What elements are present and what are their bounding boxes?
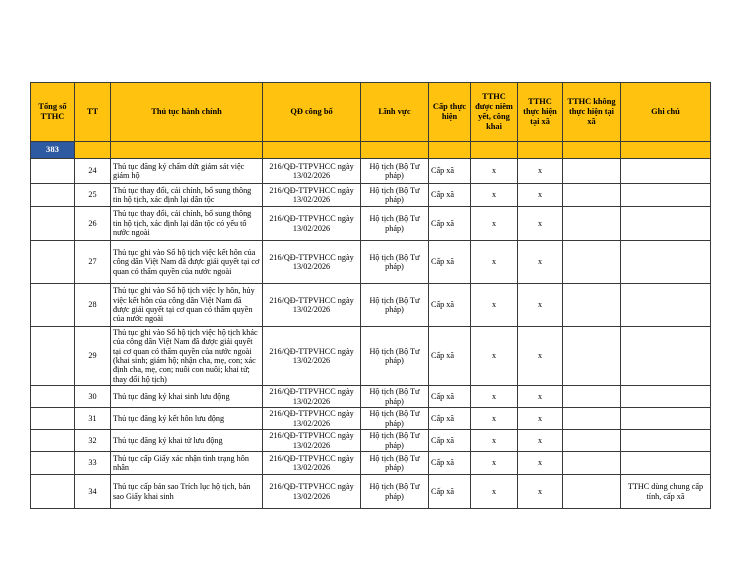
header-posted-public: TTHC được niêm yết, công khai bbox=[471, 83, 518, 142]
cell-order-number: 26 bbox=[75, 207, 111, 241]
cell-total-tthc bbox=[31, 159, 75, 184]
total-row-filler-notdone bbox=[563, 142, 621, 159]
total-row-filler-tt bbox=[75, 142, 111, 159]
cell-order-number: 28 bbox=[75, 284, 111, 327]
cell-field: Hộ tịch (Bộ Tư pháp) bbox=[361, 386, 429, 408]
table-row bbox=[31, 327, 711, 386]
header-procedure: Thủ tục hành chính bbox=[111, 83, 263, 142]
cell-decision: 216/QĐ-TTPVHCC ngày 13/02/2026 bbox=[263, 159, 361, 184]
header-done-at-commune: TTHC thực hiện tại xã bbox=[518, 83, 563, 142]
cell-order-number: 29 bbox=[75, 327, 111, 386]
cell-posted-public-mark: x bbox=[471, 284, 518, 327]
cell-field: Hộ tịch (Bộ Tư pháp) bbox=[361, 159, 429, 184]
cell-procedure-name: Thủ tục ghi vào Sổ hộ tịch việc hộ tịch khác của công dân Việt Nam đã được giải quyết tại cơ quan có thẩm quyền của nước ngoài (khai sinh; giám hộ; nhận cha, mẹ, con; xác định cha, mẹ, con; nuôi con nuôi; khai tử; thay đổi hộ tịch) bbox=[111, 327, 263, 386]
cell-procedure-name: Thủ tục đăng ký kết hôn lưu động bbox=[111, 408, 263, 430]
cell-not-done-mark bbox=[563, 430, 621, 452]
cell-total-tthc bbox=[31, 452, 75, 475]
cell-execution-level: Cấp xã bbox=[429, 386, 471, 408]
cell-procedure-name: Thủ tục ghi vào Sổ hộ tịch việc ly hôn, hủy việc kết hôn của công dân Việt Nam đã được giải quyết tại cơ quan có thẩm quyền của nước ngoài bbox=[111, 284, 263, 327]
cell-order-number: 27 bbox=[75, 241, 111, 284]
cell-note bbox=[621, 408, 711, 430]
header-total-tthc: Tổng số TTHC bbox=[31, 83, 75, 142]
cell-total-tthc bbox=[31, 475, 75, 509]
cell-decision: 216/QĐ-TTPVHCC ngày 13/02/2026 bbox=[263, 184, 361, 207]
table-row bbox=[31, 284, 711, 327]
cell-decision: 216/QĐ-TTPVHCC ngày 13/02/2026 bbox=[263, 241, 361, 284]
table-row bbox=[31, 430, 711, 452]
table-row bbox=[31, 475, 711, 509]
cell-note bbox=[621, 184, 711, 207]
total-row-filler-field bbox=[361, 142, 429, 159]
cell-not-done-mark bbox=[563, 386, 621, 408]
total-row-filler-note bbox=[621, 142, 711, 159]
cell-procedure-name: Thủ tục cấp Giấy xác nhận tình trạng hôn nhân bbox=[111, 452, 263, 475]
cell-total-tthc bbox=[31, 207, 75, 241]
table-row bbox=[31, 452, 711, 475]
cell-procedure-name: Thủ tục thay đổi, cải chính, bổ sung thông tin hộ tịch, xác định lại dân tộc bbox=[111, 184, 263, 207]
cell-done-at-commune-mark: x bbox=[518, 386, 563, 408]
cell-procedure-name: Thủ tục đăng ký khai sinh lưu động bbox=[111, 386, 263, 408]
cell-decision: 216/QĐ-TTPVHCC ngày 13/02/2026 bbox=[263, 284, 361, 327]
cell-total-tthc bbox=[31, 184, 75, 207]
cell-not-done-mark bbox=[563, 475, 621, 509]
cell-decision: 216/QĐ-TTPVHCC ngày 13/02/2026 bbox=[263, 475, 361, 509]
table-row bbox=[31, 408, 711, 430]
table-body bbox=[31, 159, 711, 509]
cell-done-at-commune-mark: x bbox=[518, 475, 563, 509]
cell-done-at-commune-mark: x bbox=[518, 452, 563, 475]
table-row bbox=[31, 207, 711, 241]
table-row bbox=[31, 386, 711, 408]
cell-execution-level: Cấp xã bbox=[429, 475, 471, 509]
cell-execution-level: Cấp xã bbox=[429, 452, 471, 475]
total-summary-row bbox=[31, 142, 711, 159]
cell-execution-level: Cấp xã bbox=[429, 430, 471, 452]
cell-procedure-name: Thủ tục thay đổi, cải chính, bổ sung thông tin hộ tịch, xác định lại dân tộc có yếu tố nước ngoài bbox=[111, 207, 263, 241]
cell-field: Hộ tịch (Bộ Tư pháp) bbox=[361, 284, 429, 327]
cell-decision: 216/QĐ-TTPVHCC ngày 13/02/2026 bbox=[263, 408, 361, 430]
cell-order-number: 25 bbox=[75, 184, 111, 207]
header-decision: QĐ công bố bbox=[263, 83, 361, 142]
cell-field: Hộ tịch (Bộ Tư pháp) bbox=[361, 430, 429, 452]
cell-posted-public-mark: x bbox=[471, 430, 518, 452]
header-field: Lĩnh vực bbox=[361, 83, 429, 142]
cell-done-at-commune-mark: x bbox=[518, 430, 563, 452]
cell-posted-public-mark: x bbox=[471, 452, 518, 475]
cell-field: Hộ tịch (Bộ Tư pháp) bbox=[361, 241, 429, 284]
header-level: Cấp thực hiện bbox=[429, 83, 471, 142]
cell-decision: 216/QĐ-TTPVHCC ngày 13/02/2026 bbox=[263, 386, 361, 408]
cell-not-done-mark bbox=[563, 284, 621, 327]
cell-order-number: 34 bbox=[75, 475, 111, 509]
cell-done-at-commune-mark: x bbox=[518, 207, 563, 241]
cell-total-tthc bbox=[31, 408, 75, 430]
cell-not-done-mark bbox=[563, 452, 621, 475]
cell-note bbox=[621, 430, 711, 452]
cell-done-at-commune-mark: x bbox=[518, 284, 563, 327]
cell-posted-public-mark: x bbox=[471, 207, 518, 241]
header-tt: TT bbox=[75, 83, 111, 142]
table-row bbox=[31, 241, 711, 284]
cell-posted-public-mark: x bbox=[471, 184, 518, 207]
total-row-filler-done bbox=[518, 142, 563, 159]
cell-field: Hộ tịch (Bộ Tư pháp) bbox=[361, 475, 429, 509]
cell-done-at-commune-mark: x bbox=[518, 184, 563, 207]
cell-order-number: 30 bbox=[75, 386, 111, 408]
table-row bbox=[31, 159, 711, 184]
cell-note: TTHC dùng chung cấp tỉnh, cấp xã bbox=[621, 475, 711, 509]
cell-order-number: 32 bbox=[75, 430, 111, 452]
cell-execution-level: Cấp xã bbox=[429, 159, 471, 184]
cell-field: Hộ tịch (Bộ Tư pháp) bbox=[361, 452, 429, 475]
cell-total-tthc bbox=[31, 284, 75, 327]
cell-posted-public-mark: x bbox=[471, 327, 518, 386]
cell-total-tthc bbox=[31, 241, 75, 284]
cell-field: Hộ tịch (Bộ Tư pháp) bbox=[361, 408, 429, 430]
table-header bbox=[31, 83, 711, 159]
cell-field: Hộ tịch (Bộ Tư pháp) bbox=[361, 327, 429, 386]
cell-order-number: 24 bbox=[75, 159, 111, 184]
cell-posted-public-mark: x bbox=[471, 241, 518, 284]
cell-note bbox=[621, 241, 711, 284]
cell-posted-public-mark: x bbox=[471, 475, 518, 509]
header-not-done-at-commune: TTHC không thực hiện tại xã bbox=[563, 83, 621, 142]
cell-execution-level: Cấp xã bbox=[429, 241, 471, 284]
cell-execution-level: Cấp xã bbox=[429, 207, 471, 241]
total-row-filler-posted bbox=[471, 142, 518, 159]
administrative-procedures-table bbox=[30, 82, 711, 509]
cell-decision: 216/QĐ-TTPVHCC ngày 13/02/2026 bbox=[263, 207, 361, 241]
cell-note bbox=[621, 207, 711, 241]
cell-note bbox=[621, 386, 711, 408]
tthc-table-container bbox=[30, 82, 710, 509]
cell-decision: 216/QĐ-TTPVHCC ngày 13/02/2026 bbox=[263, 430, 361, 452]
total-tthc-value: 383 bbox=[31, 142, 75, 159]
cell-posted-public-mark: x bbox=[471, 408, 518, 430]
cell-procedure-name: Thủ tục cấp bản sao Trích lục hộ tịch, bản sao Giấy khai sinh bbox=[111, 475, 263, 509]
cell-note bbox=[621, 327, 711, 386]
cell-not-done-mark bbox=[563, 207, 621, 241]
cell-note bbox=[621, 159, 711, 184]
total-row-filler-decision bbox=[263, 142, 361, 159]
cell-execution-level: Cấp xã bbox=[429, 327, 471, 386]
cell-note bbox=[621, 284, 711, 327]
cell-execution-level: Cấp xã bbox=[429, 184, 471, 207]
cell-decision: 216/QĐ-TTPVHCC ngày 13/02/2026 bbox=[263, 327, 361, 386]
table-row bbox=[31, 184, 711, 207]
cell-order-number: 31 bbox=[75, 408, 111, 430]
cell-field: Hộ tịch (Bộ Tư pháp) bbox=[361, 184, 429, 207]
cell-not-done-mark bbox=[563, 408, 621, 430]
cell-total-tthc bbox=[31, 430, 75, 452]
cell-posted-public-mark: x bbox=[471, 386, 518, 408]
header-note: Ghi chú bbox=[621, 83, 711, 142]
cell-not-done-mark bbox=[563, 184, 621, 207]
cell-done-at-commune-mark: x bbox=[518, 159, 563, 184]
cell-not-done-mark bbox=[563, 327, 621, 386]
cell-procedure-name: Thủ tục đăng ký chấm dứt giám sát việc giám hộ bbox=[111, 159, 263, 184]
cell-execution-level: Cấp xã bbox=[429, 408, 471, 430]
cell-total-tthc bbox=[31, 327, 75, 386]
cell-done-at-commune-mark: x bbox=[518, 241, 563, 284]
cell-posted-public-mark: x bbox=[471, 159, 518, 184]
cell-done-at-commune-mark: x bbox=[518, 327, 563, 386]
cell-not-done-mark bbox=[563, 159, 621, 184]
cell-procedure-name: Thủ tục đăng ký khai tử lưu động bbox=[111, 430, 263, 452]
cell-total-tthc bbox=[31, 386, 75, 408]
total-row-filler-level bbox=[429, 142, 471, 159]
cell-note bbox=[621, 452, 711, 475]
cell-order-number: 33 bbox=[75, 452, 111, 475]
table-header-row bbox=[31, 83, 711, 142]
cell-decision: 216/QĐ-TTPVHCC ngày 13/02/2026 bbox=[263, 452, 361, 475]
cell-procedure-name: Thủ tục ghi vào Sổ hộ tịch việc kết hôn của công dân Việt Nam đã được giải quyết tại cơ quan có thẩm quyền của nước ngoài bbox=[111, 241, 263, 284]
cell-field: Hộ tịch (Bộ Tư pháp) bbox=[361, 207, 429, 241]
cell-not-done-mark bbox=[563, 241, 621, 284]
cell-done-at-commune-mark: x bbox=[518, 408, 563, 430]
cell-execution-level: Cấp xã bbox=[429, 284, 471, 327]
total-row-filler-procedure bbox=[111, 142, 263, 159]
